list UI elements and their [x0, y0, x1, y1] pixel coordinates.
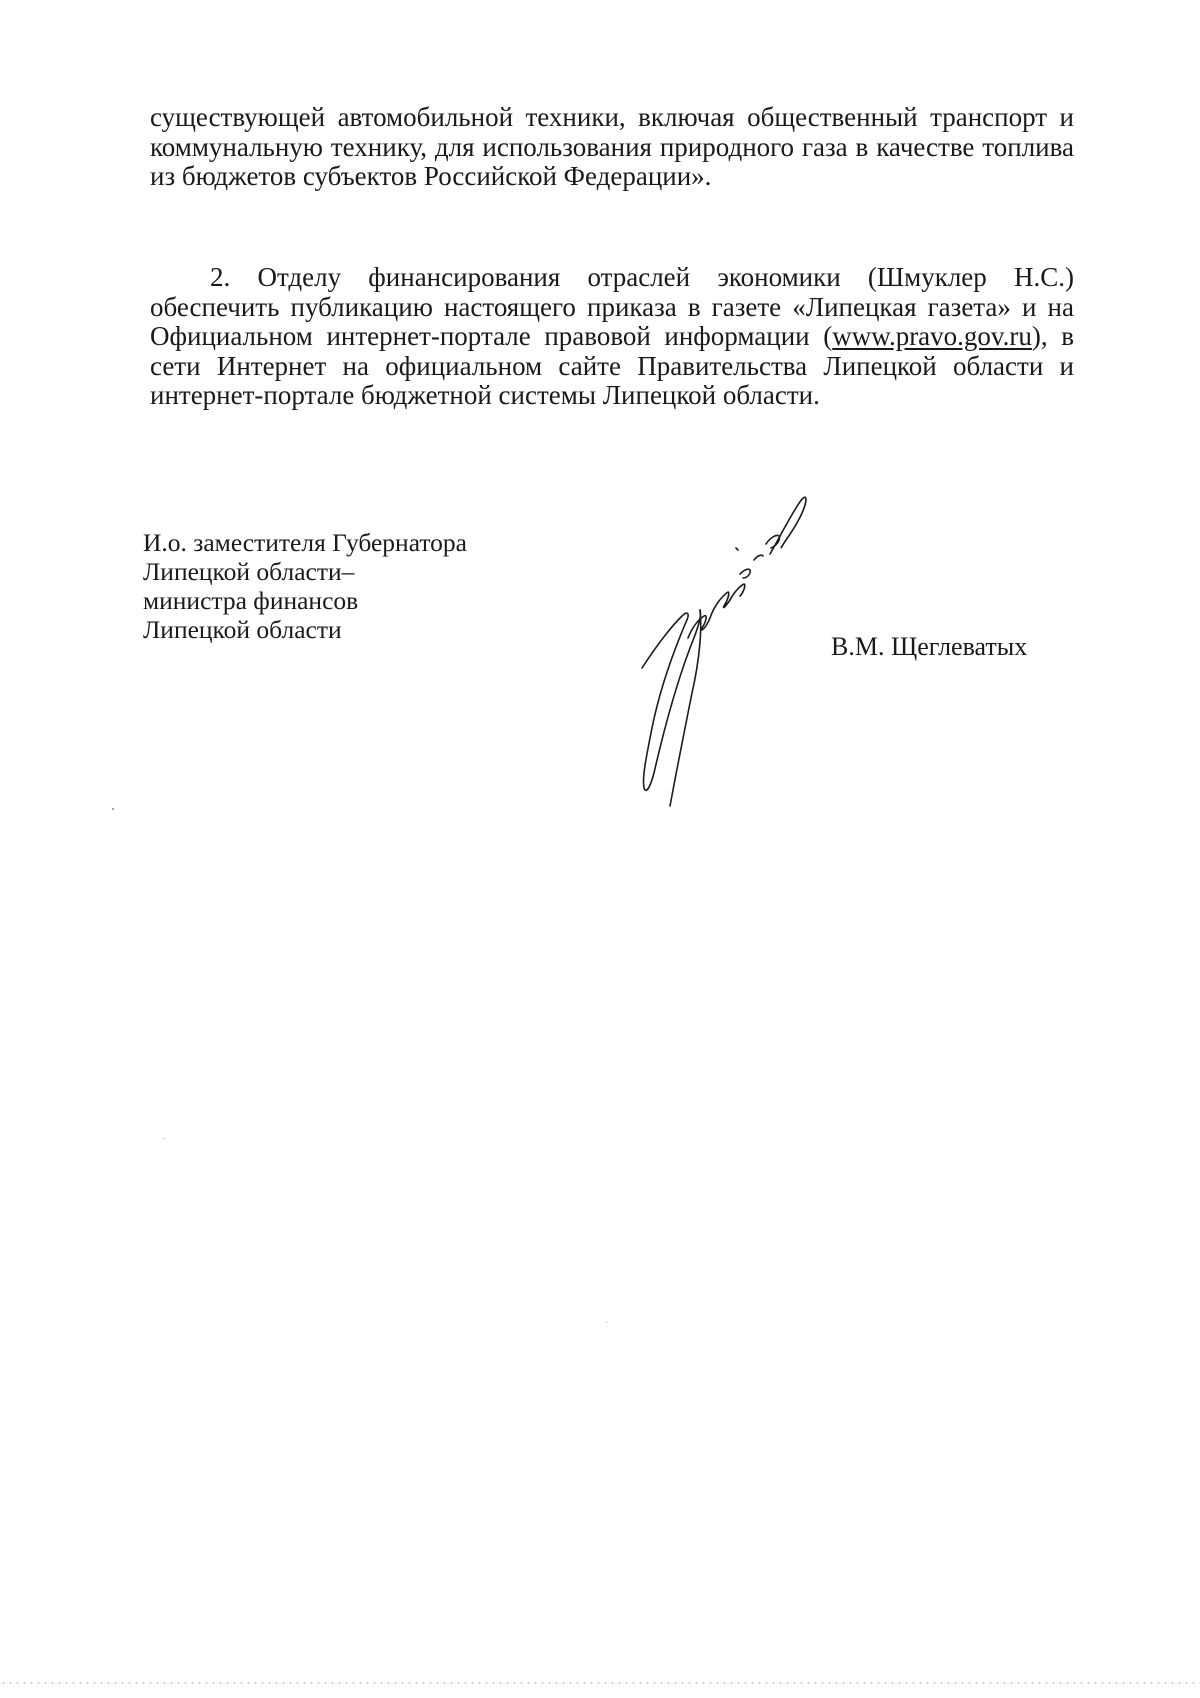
scan-speck [163, 1138, 164, 1139]
signer-name: В.М. Щеглеватых [831, 632, 1028, 661]
scan-speck [112, 808, 114, 810]
scan-edge-dots [0, 1682, 1200, 1684]
scan-speck [606, 1322, 607, 1323]
item-2-text-end: ), в сети Интернет на официальном сайте Правительства Липецкой области и интернет-портале бюджетной системы Липецкой области. [150, 321, 1074, 410]
signer-position [143, 528, 467, 644]
handwritten-signature [630, 488, 860, 808]
item-2-text-start: 2. Отделу финансирования отраслей экономики (Шмуклер Н.С.) обеспечить публикацию настоящего приказа в газете «Липецкая газета» и на Официальном интернет-портале правовой информации ( [150, 262, 1074, 351]
signer-position-line-3: министра финансов [143, 586, 359, 615]
signer-position-line-4: Липецкой области [143, 615, 342, 644]
signer-position-line-1: И.о. заместителя Губернатора [143, 528, 467, 557]
item-2-paragraph [150, 263, 1074, 411]
signer-position-line-2: Липецкой области– [143, 557, 355, 586]
intro-paragraph: существующей автомобильной техники, включая общественный транспорт и коммунальную технику, для использования природного газа в качестве топлива из бюджетов субъектов Российской Федерации». [150, 102, 1074, 191]
pravo-gov-link[interactable]: www.pravo.gov.ru [832, 321, 1032, 351]
